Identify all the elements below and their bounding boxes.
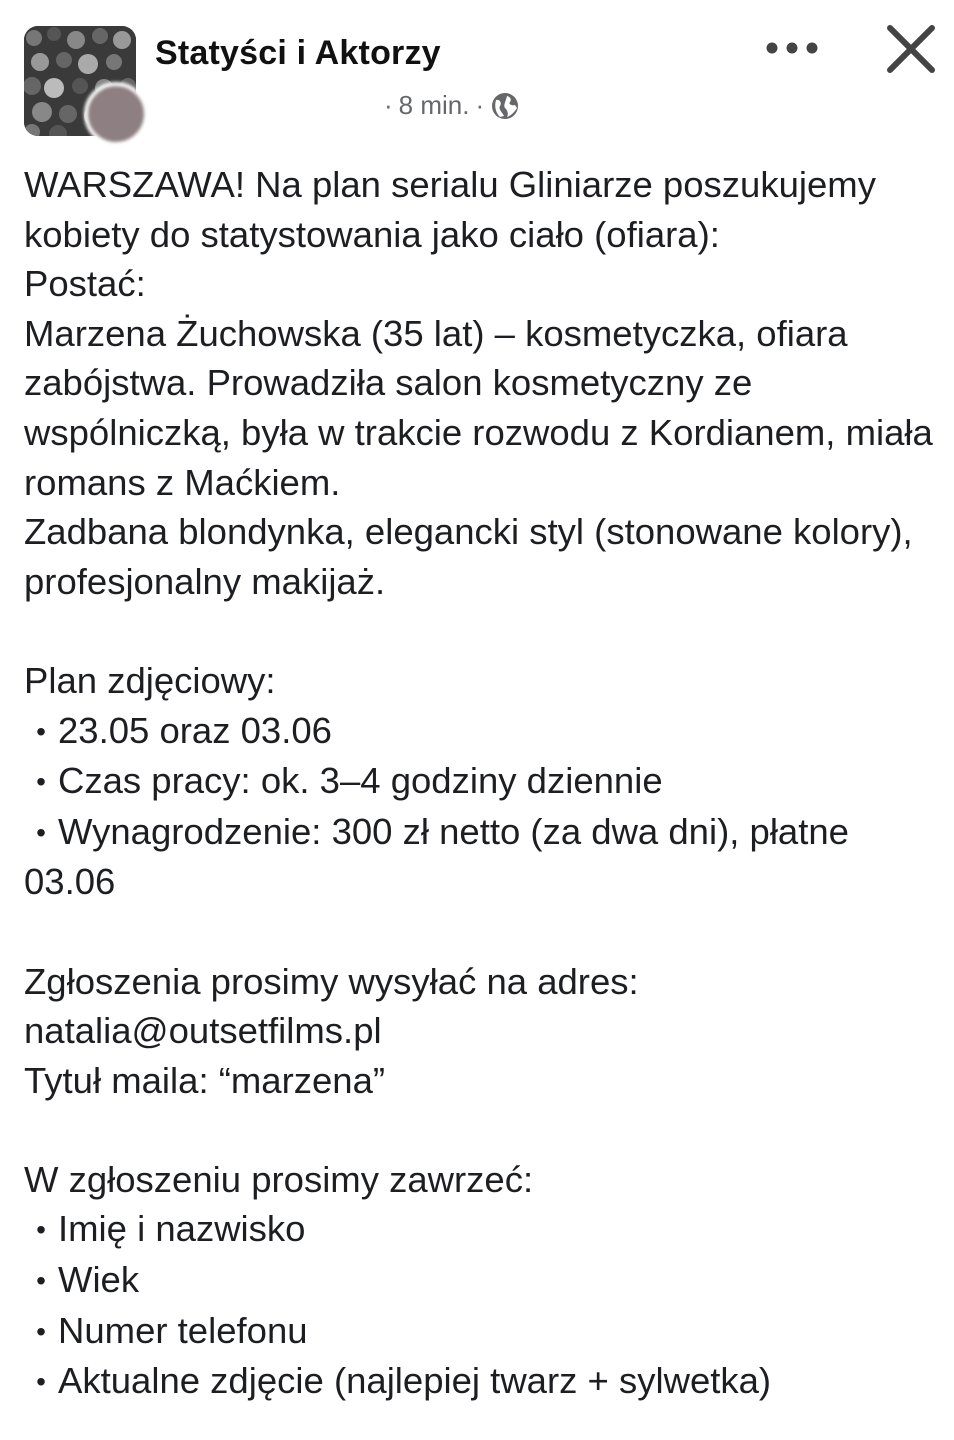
plan-item: • Wynagrodzenie: 300 zł netto (za dwa dni), płatne 03.06 (24, 807, 934, 907)
paragraph-spacer (24, 907, 934, 957)
post-intro-line: WARSZAWA! Na plan serialu Gliniarze poszukujemy kobiety do statystowania jako ciało (ofiara): (24, 164, 876, 255)
requirement-item: • Imię i nazwisko (24, 1204, 934, 1255)
requirement-item: • Wiek (24, 1255, 934, 1306)
requirement-item: • Numer telefonu (24, 1306, 934, 1357)
contact-line: Zgłoszenia prosimy wysyłać na adres: (24, 960, 639, 1002)
meta-separator: · (475, 90, 485, 120)
plan-item: • 23.05 oraz 03.06 (24, 706, 934, 757)
globe-icon[interactable] (490, 91, 520, 121)
more-options-button[interactable] (760, 28, 824, 68)
post-meta (384, 90, 520, 121)
post-text (24, 160, 934, 1407)
post-character-description: Marzena Żuchowska (35 lat) – kosmetyczka, ofiara zabójstwa. Prowadziła salon kosmetyczny ze wspólniczką, była w trakcie rozwodu z Kordianem, miała romans z Maćkiem. (24, 312, 933, 503)
close-icon (880, 20, 942, 82)
page-name[interactable]: Statyści i Aktorzy (155, 34, 441, 72)
plan-heading: Plan zdjęciowy: (24, 659, 276, 701)
meta-separator: · (384, 90, 393, 120)
paragraph-spacer (24, 1105, 934, 1155)
post-character-label: Postać: (24, 263, 146, 305)
profile-avatar-blurred (84, 82, 148, 146)
requirement-item: • Aktualne zdjęcie (najlepiej twarz + sylwetka) (24, 1356, 934, 1407)
plan-item: • Czas pracy: ok. 3–4 godziny dziennie (24, 756, 934, 807)
more-dots-icon (765, 41, 819, 55)
post-character-look: Zadbana blondynka, elegancki styl (stonowane kolory), profesjonalny makijaż. (24, 511, 913, 602)
requirements-heading: W zgłoszeniu prosimy zawrzeć: (24, 1158, 534, 1200)
paragraph-spacer (24, 606, 934, 656)
close-button[interactable] (880, 20, 942, 82)
post-header (0, 0, 954, 150)
contact-email[interactable]: natalia@outsetfilms.pl (24, 1010, 382, 1052)
post-time[interactable]: 8 min. (398, 90, 470, 120)
contact-subject: Tytuł maila: “marzena” (24, 1059, 386, 1101)
